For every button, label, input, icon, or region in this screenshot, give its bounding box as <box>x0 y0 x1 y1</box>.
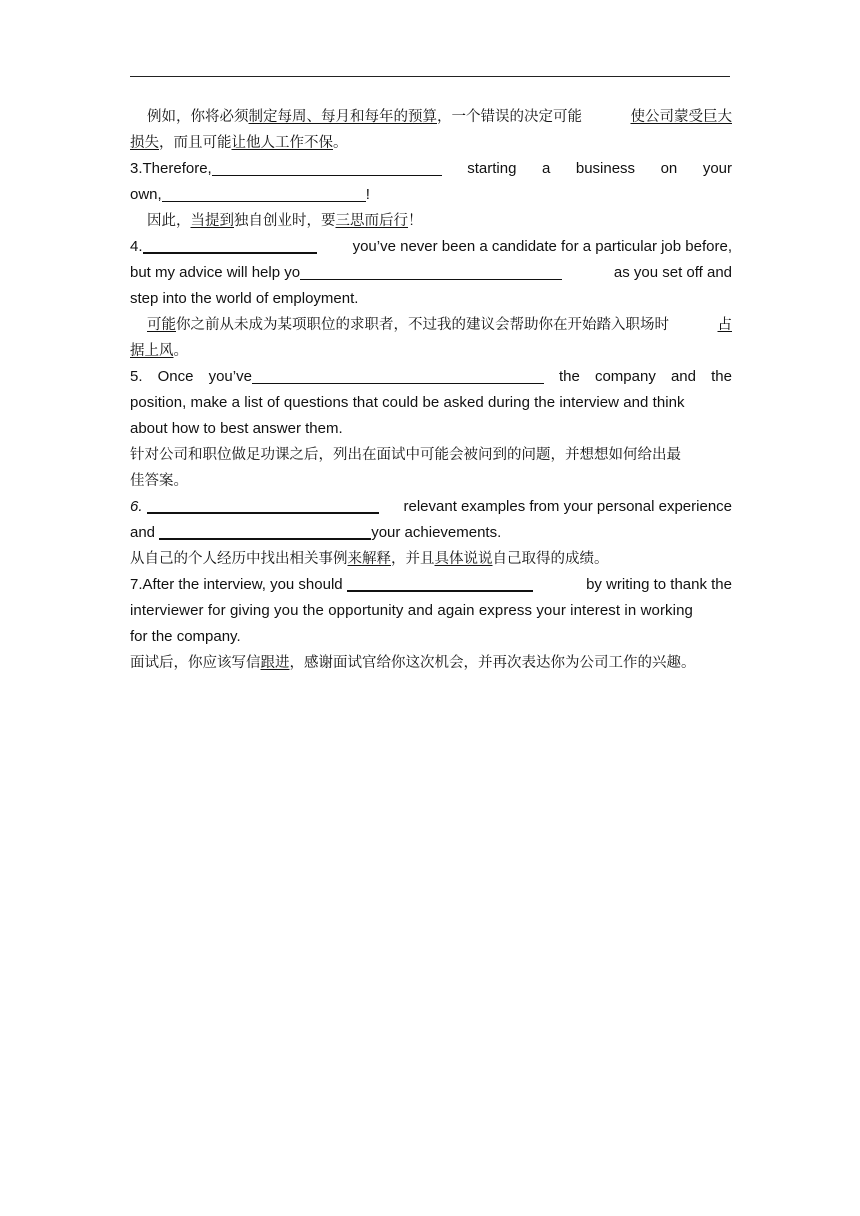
translation-line-5a <box>130 442 732 468</box>
question-4-line-3 <box>130 286 732 312</box>
underlined-phrase: 制定每周、每月和每年的预算 <box>248 109 437 125</box>
text: about how to best answer them. <box>130 420 343 437</box>
question-7-line-3 <box>130 624 732 650</box>
text: 例如，你将必须 <box>147 109 249 125</box>
text: 独自创业时，要 <box>234 213 336 229</box>
text: ！ <box>408 213 423 229</box>
text: ! <box>365 186 370 203</box>
text: step into the world of employment. <box>130 290 359 307</box>
answer-blank-4b[interactable] <box>300 263 562 280</box>
word: 5. <box>130 368 143 385</box>
text: for the company. <box>130 628 241 645</box>
word: business <box>575 160 636 177</box>
text: as you set off and <box>613 264 732 281</box>
text: 你之前从未成为某项职位的求职者，不过我的建议会帮助你在开始踏入职场时 <box>176 317 669 333</box>
answer-blank-4a[interactable] <box>143 236 317 254</box>
text: 从自己的个人经历中找出相关事例 <box>130 551 348 567</box>
text: by writing to thank the <box>586 576 732 593</box>
answer-blank-7[interactable] <box>347 574 533 592</box>
underlined-phrase: 损失 <box>130 135 159 151</box>
underlined-phrase: 三思而后行 <box>335 213 408 229</box>
word: the <box>559 368 580 385</box>
question-6-line-2 <box>130 520 732 546</box>
word: the <box>711 368 732 385</box>
text: and <box>130 524 156 541</box>
word: company <box>594 368 656 385</box>
question-number: 4. <box>130 238 143 255</box>
question-5-line-3 <box>130 416 732 442</box>
underlined-phrase: 占 <box>717 317 732 333</box>
text: 。 <box>173 343 188 359</box>
word: Once <box>157 368 194 385</box>
underlined-phrase: 当提到 <box>190 213 234 229</box>
word: on <box>660 160 678 177</box>
answer-blank-6a[interactable] <box>147 496 379 514</box>
text: ，感谢面试官给你这次机会，并再次表达你为公司工作的兴趣。 <box>289 655 696 671</box>
text: relevant examples from your personal experience <box>403 498 732 515</box>
answer-blank-3b[interactable] <box>162 185 366 202</box>
text: own, <box>130 186 162 203</box>
translation-line-6 <box>130 546 732 572</box>
word: your <box>702 160 732 177</box>
translation-line-4b <box>130 338 732 364</box>
translation-line-3 <box>130 208 732 234</box>
text: ，而且可能 <box>159 135 232 151</box>
underlined-phrase: 可能 <box>147 317 176 333</box>
text: 针对公司和职位做足功课之后，列出在面试中可能会被问到的问题，并想想如何给出最 <box>130 447 681 463</box>
text: 佳答案。 <box>130 473 188 489</box>
text: 7.After the interview, you should <box>130 576 343 593</box>
text: but my advice will help yo <box>130 264 301 281</box>
word: a <box>541 160 551 177</box>
question-4-line-2 <box>130 260 732 286</box>
translation-line-2a <box>130 104 732 130</box>
translation-line-4a <box>130 312 732 338</box>
text: ，一个错误的决定可能 <box>437 109 582 125</box>
text: ，并且 <box>391 551 435 567</box>
text: 面试后，你应该写信 <box>130 655 261 671</box>
word: starting <box>467 160 517 177</box>
answer-blank-6b[interactable] <box>159 522 371 540</box>
question-3-line-1 <box>130 156 732 182</box>
question-7-line-2 <box>130 598 732 624</box>
underlined-phrase: 让他人工作不保 <box>231 135 333 151</box>
underlined-phrase: 据上风 <box>130 343 174 359</box>
question-number: 3.Therefore, <box>130 160 212 177</box>
translation-line-7 <box>130 650 732 676</box>
underlined-phrase: 跟进 <box>260 655 290 671</box>
underlined-phrase: 具体说说 <box>434 551 493 567</box>
question-3-line-2 <box>130 182 732 208</box>
question-4-line-1 <box>130 234 732 260</box>
answer-blank-5[interactable] <box>252 367 544 384</box>
underlined-phrase: 来解释 <box>347 551 391 567</box>
text: 。 <box>333 135 348 151</box>
text: your achievements. <box>371 524 502 541</box>
question-number: 6. <box>130 498 143 515</box>
word: and <box>670 368 696 385</box>
text: interviewer for giving you the opportunity and again express your interest in working <box>130 602 693 619</box>
text: you’ve never been a candidate for a particular job before, <box>352 238 732 255</box>
answer-blank-3a[interactable] <box>212 159 442 176</box>
translation-line-2b <box>130 130 732 156</box>
translation-line-5b <box>130 468 732 494</box>
text: 因此， <box>147 213 191 229</box>
question-7-line-1 <box>130 572 732 598</box>
document-body <box>130 104 732 676</box>
text: 自己取得的成绩。 <box>492 551 609 567</box>
question-5-line-1 <box>130 364 732 390</box>
word: you’ve <box>208 368 252 385</box>
underlined-phrase: 使公司蒙受巨大 <box>630 109 732 125</box>
header-rule <box>130 76 730 77</box>
question-6-line-1 <box>130 494 732 520</box>
question-5-line-2 <box>130 390 732 416</box>
text: position, make a list of questions that could be asked during the interview and think <box>130 394 685 411</box>
